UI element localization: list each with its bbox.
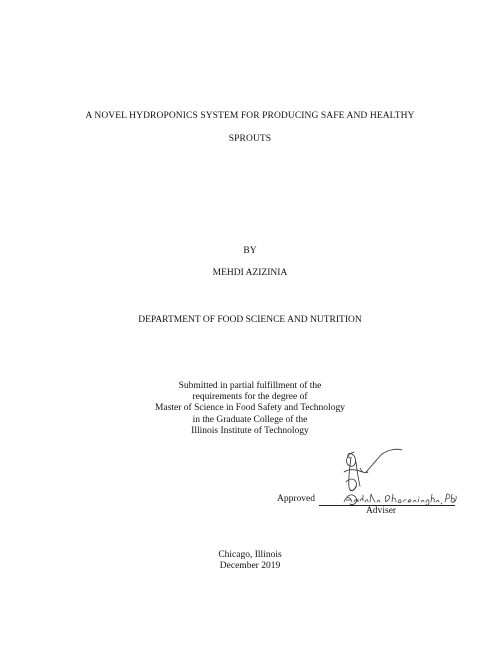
thesis-title-line-1: A NOVEL HYDROPONICS SYSTEM FOR PRODUCING SAFE AND HEALTHY: [85, 111, 415, 121]
adviser-signature: [330, 442, 460, 514]
approved-label: Approved: [277, 494, 315, 504]
submission-line: Master of Science in Food Safety and Technology: [155, 403, 345, 414]
by-label: BY: [243, 246, 257, 256]
submission-statement: [0, 381, 500, 437]
author-name: MEHDI AZIZINIA: [212, 268, 288, 278]
submission-line: Illinois Institute of Technology: [191, 425, 309, 436]
submission-line: Submitted in partial fulfillment of the: [178, 381, 322, 391]
department-name: DEPARTMENT OF FOOD SCIENCE AND NUTRITION: [138, 315, 362, 325]
submission-date: December 2019: [219, 561, 281, 572]
submission-line: in the Graduate College of the: [192, 414, 308, 425]
adviser-label: Adviser: [366, 506, 397, 516]
thesis-title-line-2: SPROUTS: [228, 134, 272, 144]
place-and-date: [0, 550, 500, 572]
submission-line: requirements for the degree of: [192, 392, 308, 403]
location: Chicago, Illinois: [218, 550, 282, 560]
